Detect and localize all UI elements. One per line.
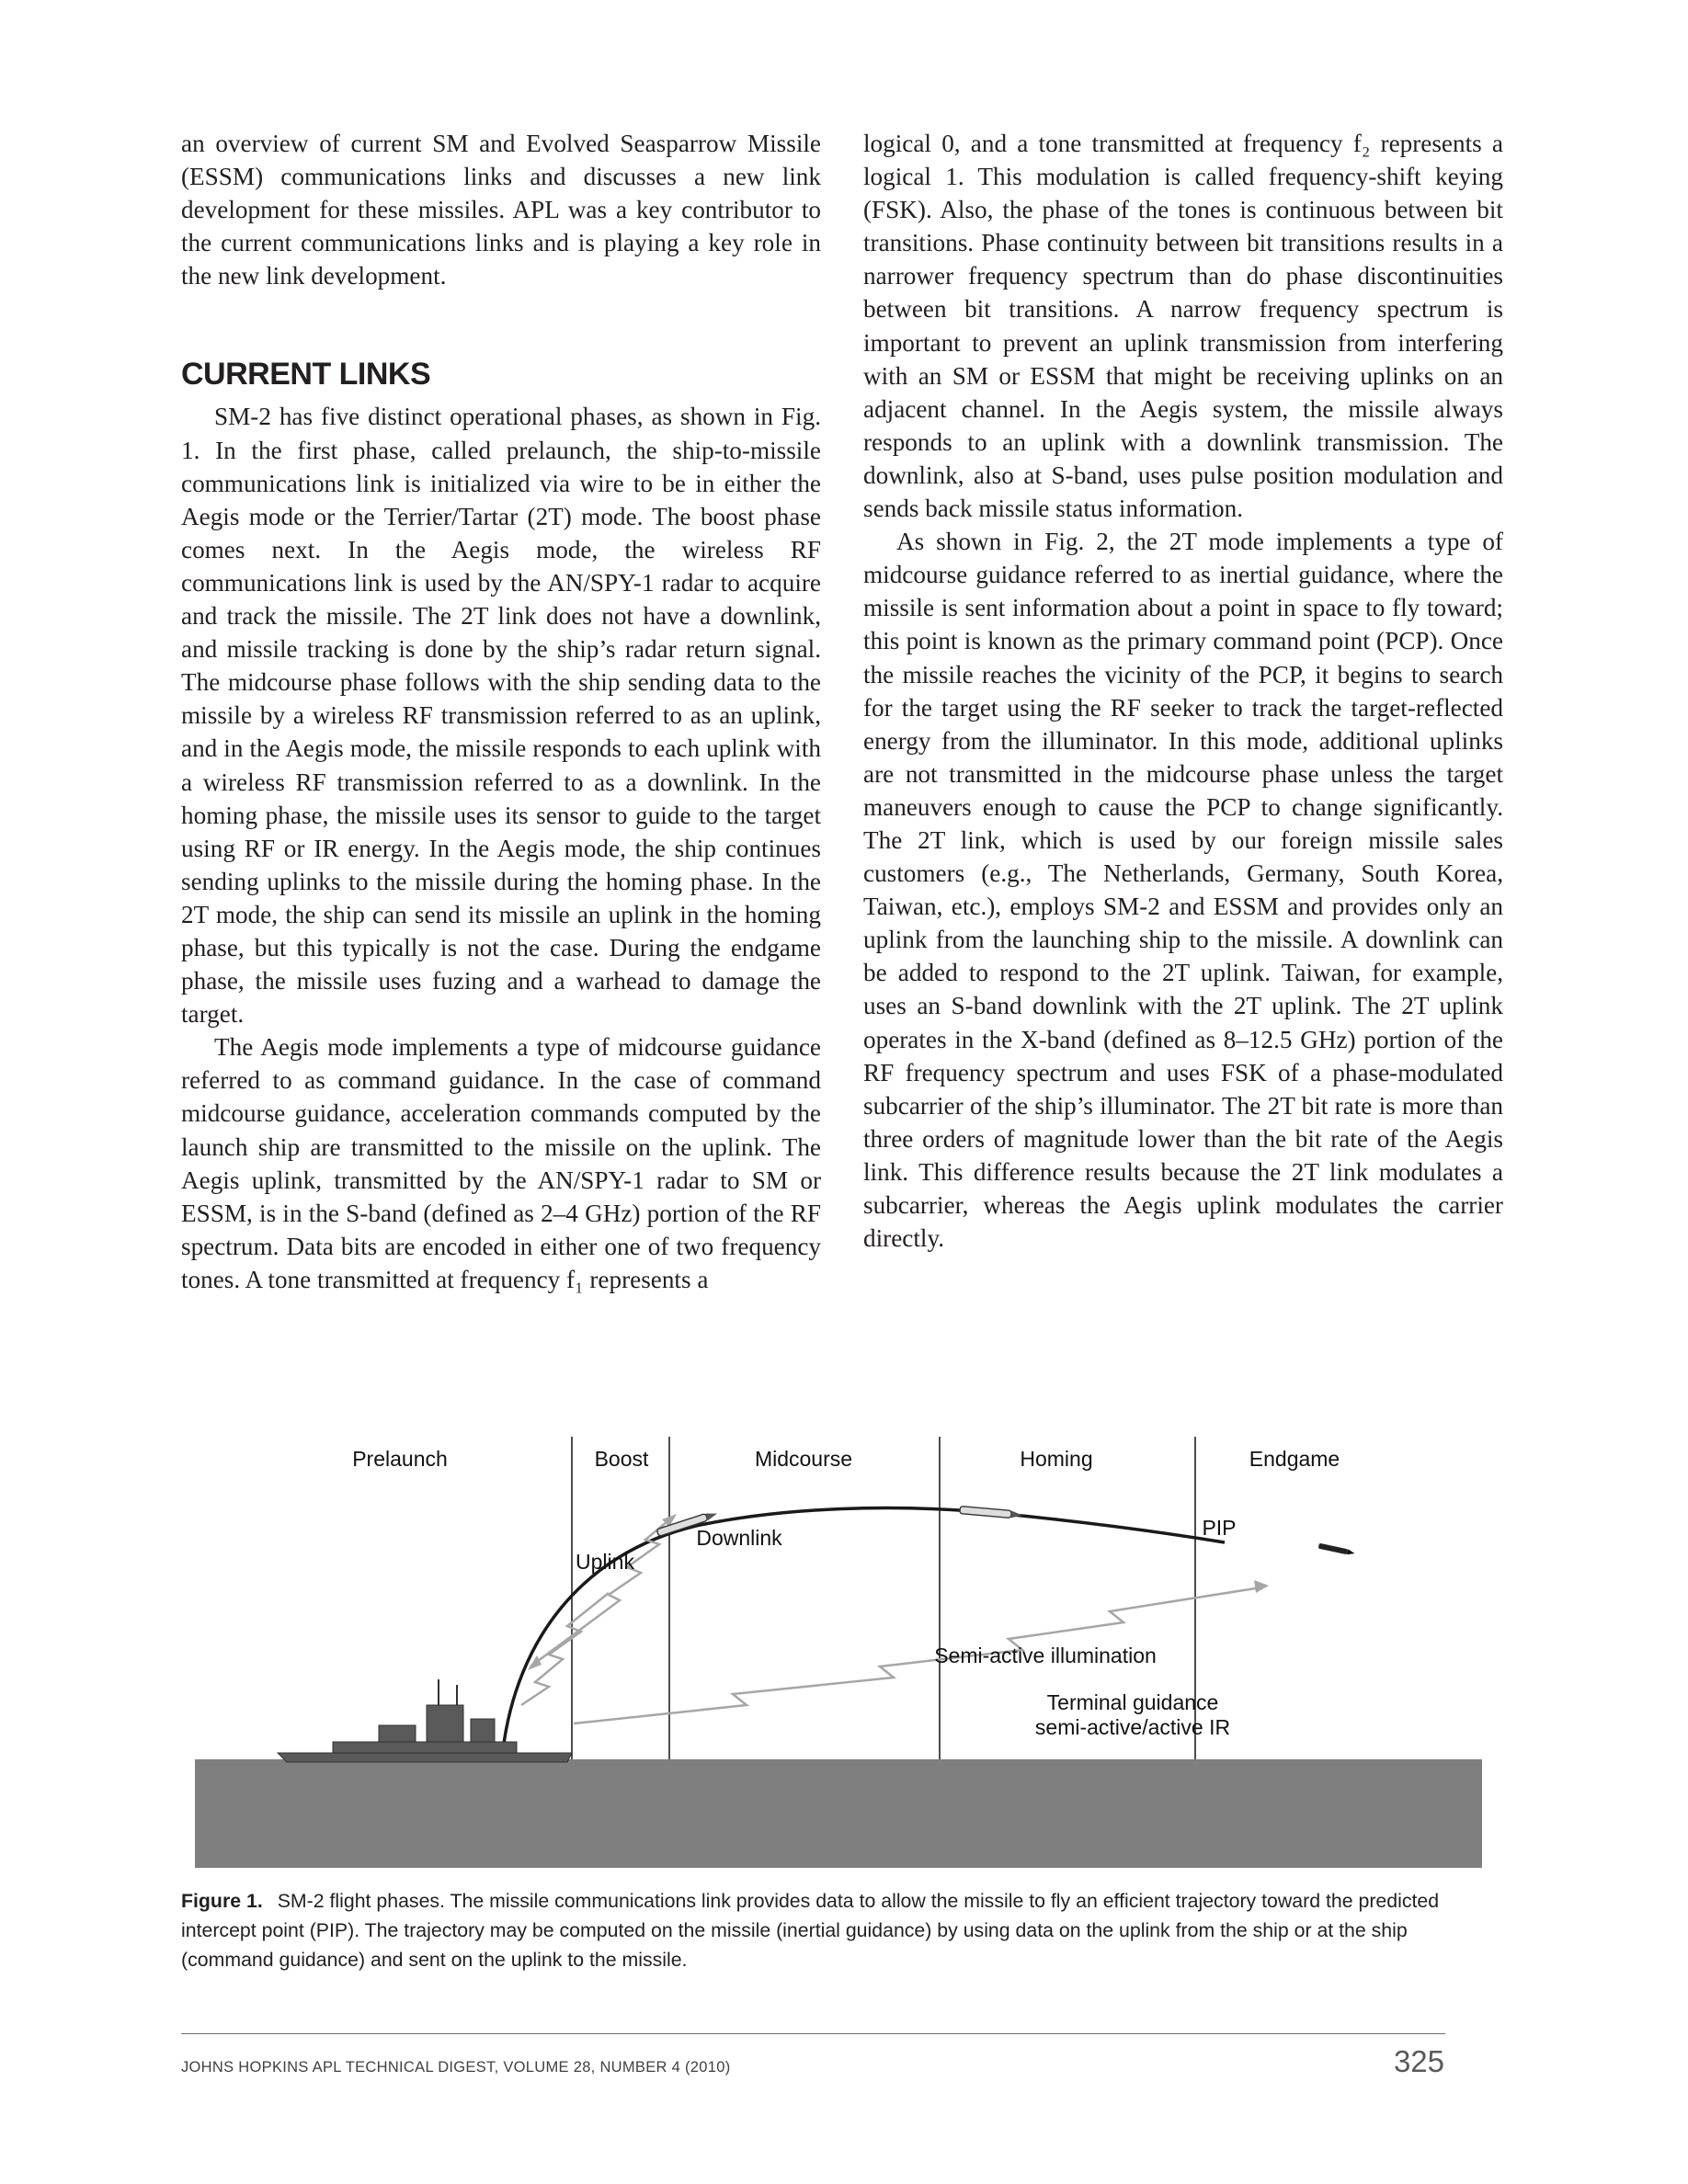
- ground-band: [195, 1759, 1482, 1868]
- terminal-guidance-label: semi-active/active IR: [1034, 1715, 1231, 1739]
- body-paragraph: As shown in Fig. 2, the 2T mode implements a type of midcourse guidance referred to as inertial guidance, where the missile is sent information about a point in space to fly toward; this point is known as the primary command point (PCP). Once the missile reaches the vicinity of the PCP, it begins to search for the target using the RF seeker to track the target-reflected energy from the illuminator. In this mode, additional uplinks are not transmitted in the midcourse phase unless the target maneuvers enough to cause the PCP to change significantly. The 2T link, which is used by our foreign missile sales customers (e.g., The Netherlands, Germany, South Korea, Taiwan, etc.), employs SM-2 and ESSM and provides only an uplink from the launching ship to the missile. A downlink can be added to respond to the 2T uplink. Taiwan, for example, uses an S-band downlink with the 2T uplink. The 2T uplink operates in the X-band (defined as 8–12.5 GHz) portion of the RF frequency spectrum and uses FSK of a phase-modulated subcarrier of the ship’s illuminator. The 2T bit rate is more than three orders of magnitude lower than the bit rate of the Aegis link. This difference results because the 2T link modulates a subcarrier, whereas the Aegis uplink modulates the carrier directly.: [863, 528, 1503, 1253]
- caption-label: Figure 1.: [181, 1890, 263, 1912]
- target-aircraft: [1318, 1543, 1355, 1556]
- page-number: 325: [1393, 2044, 1444, 2078]
- missile-midcourse: [960, 1507, 1022, 1519]
- uplink-label: Uplink: [576, 1550, 634, 1574]
- left-column: [181, 127, 821, 1296]
- body-paragraph: logical 0, and a tone transmitted at frequency f₂ represents a logical 1. This modulation is called frequency-shift keying (FSK). Also, the phase of the tones is continuous between bit transitions. Phase continuity between bit transitions results in a narrower frequency spectrum than do phase discontinuities between bit transitions. A narrow frequency spectrum is important to prevent an uplink transmission from interfering with an SM or ESSM that might be receiving uplinks on an adjacent channel. In the Aegis system, the missile always responds to an uplink with a downlink transmission. The downlink, also at S-band, uses pulse position modulation and sends back missile status information.: [863, 130, 1503, 523]
- arrow-head: [1254, 1580, 1269, 1593]
- body-paragraph: The Aegis mode implements a type of midcourse guidance referred to as command guidance. In the case of command midcourse guidance, acceleration commands computed by the launch ship are transmitted to the missile on the uplink. The Aegis uplink, transmitted by the AN/SPY-1 radar to SM or ESSM, is in the S-band (defined as 2–4 GHz) portion of the RF spectrum. Data bits are encoded in either one of two frequency tones. A tone transmitted at frequency f₁ represents a: [181, 1033, 821, 1293]
- caption-text: SM-2 flight phases. The missile communications link provides data to allow the missile to fly an efficient trajectory toward the predicted intercept point (PIP). The trajectory may be computed on the missile (inertial guidance) by using data on the uplink from the ship or at the ship (command guidance) and sent on the uplink to the missile.: [181, 1890, 1440, 1971]
- phase-label: Endgame: [1249, 1447, 1340, 1471]
- phase-label: Midcourse: [754, 1447, 853, 1471]
- downlink-label: Downlink: [696, 1526, 782, 1550]
- intro-paragraph: an overview of current SM and Evolved Seasparrow Missile (ESSM) communications links and discusses a new link development for these missiles. APL was a key contributor to the current communications links and is playing a key role in the new link development.: [181, 130, 821, 290]
- right-column: [863, 127, 1503, 1255]
- section-heading: CURRENT LINKS: [181, 357, 431, 392]
- pip-label: PIP: [1202, 1516, 1237, 1540]
- terminal-guidance-label: Terminal guidance: [1046, 1690, 1219, 1714]
- figure-flight-phases: [195, 1429, 1495, 1871]
- semi-active-label: Semi-active illumination: [934, 1644, 1157, 1667]
- footer-journal: JOHNS HOPKINS APL TECHNICAL DIGEST, VOLUME 28, NUMBER 4 (2010): [181, 2059, 731, 2076]
- phase-label: Homing: [1020, 1447, 1093, 1471]
- ship-silhouette: [278, 1679, 572, 1762]
- footer-rule: [181, 2033, 1445, 2034]
- phase-label: Boost: [594, 1447, 649, 1471]
- phase-label: Prelaunch: [352, 1447, 448, 1471]
- body-paragraph: SM-2 has five distinct operational phases, as shown in Fig. 1. In the first phase, called prelaunch, the ship-to-missile communications link is initialized via wire to be in either the Aegis mode or the Terrier/Tartar (2T) mode. The boost phase comes next. In the Aegis mode, the wireless RF communications link is used by the AN/SPY-1 radar to acquire and track the missile. The 2T link does not have a downlink, and missile tracking is done by the ship’s radar return signal. The midcourse phase follows with the ship sending data to the missile by a wireless RF transmission referred to as an uplink, and in the Aegis mode, the missile responds to each uplink with a wireless RF transmission referred to as a downlink. In the homing phase, the missile uses its sensor to guide to the target using RF or IR energy. In the Aegis mode, the ship continues sending uplinks to the missile during the homing phase. In the 2T mode, the ship can send its missile an uplink in the homing phase, but this typically is not the case. During the endgame phase, the missile uses fuzing and a warhead to damage the target.: [181, 403, 821, 1029]
- figure-caption: [181, 1886, 1505, 1974]
